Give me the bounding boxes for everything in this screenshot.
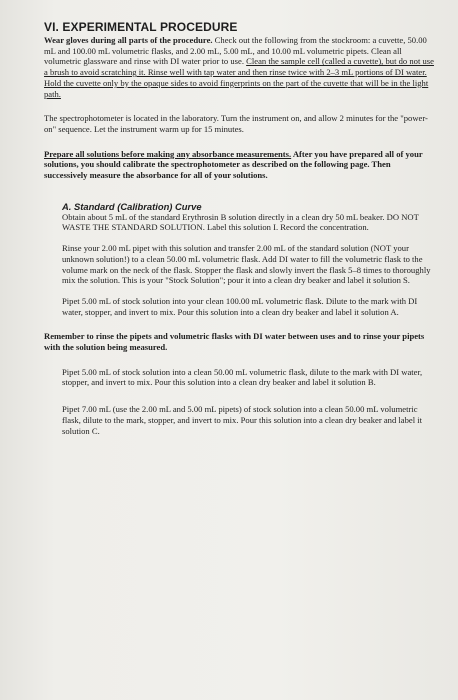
rinse-reminder: Remember to rinse the pipets and volumetric flasks with DI water between uses and to rinse your pipets with the solution being measured. [44,331,425,353]
checkout-text: Check out the following from the stockroom: a cuvette, 50.00 mL and 100.00 mL volumetric flasks, and 2.00 mL, 5.00 mL, and 10.00 mL volumetric pipets. Clean all volumetric glassware and rinse with DI water prior to use. [44,35,427,67]
solution-a-paragraph: Pipet 5.00 mL of stock solution into your clean 100.00 mL volumetric flask. Dilute to the mark with DI water, stopper, and invert to mix. Pour this solution into a clean dry beaker and label it solution A. [62,295,418,317]
solution-i-paragraph: Obtain about 5 mL of the standard Erythrosin B solution directly in a clean dry 50 mL beaker. DO NOT WASTE THE STANDARD SOLUTION. Label this solution I. Record the concentration. [62,211,419,233]
solutions-paragraph [44,149,434,181]
preparation-paragraph [44,35,434,99]
dilution-steps [44,367,434,437]
gloves-warning: Wear gloves during all parts of the procedure. [44,35,213,45]
solution-c-paragraph: Pipet 7.00 mL (use the 2.00 mL and 5.00 mL pipets) of stock solution into a clean 50.00 mL volumetric flask, dilute to the mark, stopper, and invert to mix. Pour this solution into a clean dry beaker and label it solution C. [62,404,423,436]
solution-b-paragraph: Pipet 5.00 mL of stock solution into a clean 50.00 mL volumetric flask, dilute to the mark with DI water, stopper, and invert to mix. Pour this solution into a clean dry beaker and label it solution B. [62,366,423,388]
section-heading: VI. EXPERIMENTAL PROCEDURE [44,20,238,34]
cuvette-cleaning-text: Clean the sample cell (called a cuvette), but do not use a brush to avoid scratching it. Rinse well with tap water and then rinse twice with 2–3 mL portions of DI water. Hold the cuvette only by the opaque sides to avoid fingerprints on the part of the cuvette that will be in the light path. [44,56,434,99]
section-a [44,201,434,318]
spectrophotometer-paragraph: The spectrophotometer is located in the laboratory. Turn the instrument on, and allow 2 minutes for the "power-on" sequence. Let the instrument warm up for 15 minutes. [44,113,428,134]
solution-s-paragraph: Rinse your 2.00 mL pipet with this solution and transfer 2.00 mL of the standard solution (NOT your unknown solution!) to a clean 50.00 mL volumetric flask. Add DI water to fill the volumetric flask to the volume mark on the neck of the flask. Stopper the flask and slowly invert the flask 5–8 times to thoroughly mix the solution. This is your "Stock Solution"; pour it into a clean dry beaker and label it solution S. [62,243,431,286]
prepare-solutions-text: Prepare all solutions before making any absorbance measurements. [44,148,292,159]
calibrate-text: After you have prepared all of your solutions, you should calibrate the spectrophotometer as described on the following page. Then successively measure the absorbance for all of your solutions. [44,148,423,181]
section-a-title: A. Standard (Calibration) Curve [62,200,202,212]
